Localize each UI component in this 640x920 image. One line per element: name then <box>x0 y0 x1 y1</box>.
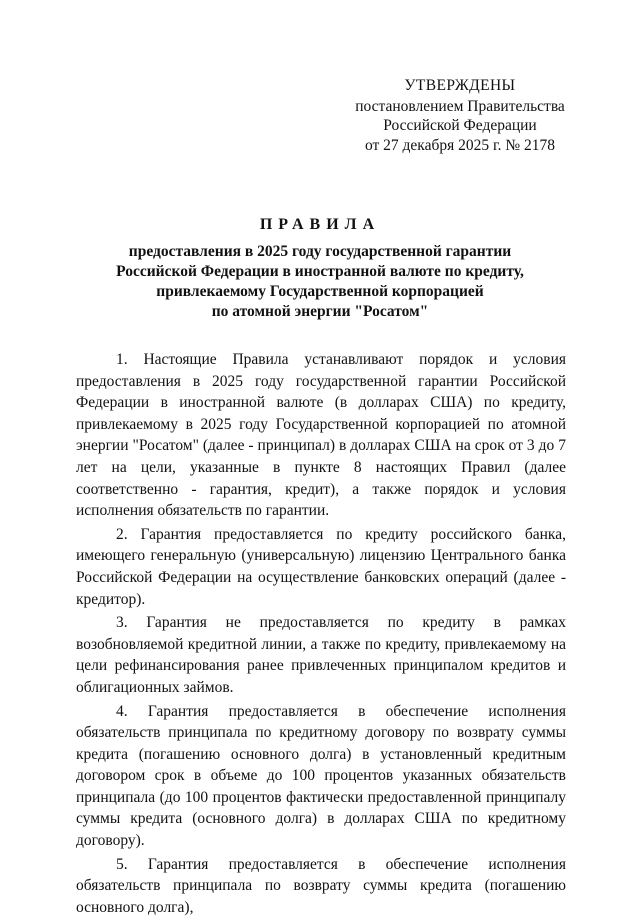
subtitle-line: Российской Федерации в иностранной валюте по кредиту, <box>116 263 524 280</box>
paragraph-4: 4. Гарантия предоставляется в обеспечение исполнения обязательств принципала по кредитному договору по возврату суммы кредита (погашению основного долга) в установленный кредитным договором срок в объеме до 100 процентов указанных обязательств принципала (до 100 процентов фактически предоставленной принципалу суммы кредита (основного долга) в долларах США по кредитному договору). <box>76 702 566 850</box>
approval-line: Российской Федерации <box>383 117 537 134</box>
paragraph-3: 3. Гарантия не предоставляется по кредиту в рамках возобновляемой кредитной линии, а также по кредиту, привлекаемому на цели рефинансирования ранее привлеченных принципалом кредитов и облигационных займов. <box>76 614 566 696</box>
approval-line: постановлением Правительства <box>355 97 565 115</box>
document-body <box>76 349 566 920</box>
document-subtitle <box>0 242 640 322</box>
approval-line: от 27 декабря 2025 г. № 2178 <box>364 136 556 154</box>
paragraph-2: 2. Гарантия предоставляется по кредиту российского банка, имеющего генеральную (универсальную) лицензию Центрального банка Российской Федерации на осуществление банковских операций (далее - кредитор). <box>76 525 566 608</box>
approval-stamp <box>330 76 590 155</box>
subtitle-line: привлекаемому Государственной корпорацией <box>156 283 484 300</box>
paragraph-1: 1. Настоящие Правила устанавливают порядок и условия предоставления в 2025 году государственной гарантии Российской Федерации в иностранной валюте (в долларах США) по кредиту, привлекаемому в 2025 году Государственной корпорацией по атомной энергии "Росатом" (далее - принципал) в долларах США на срок от 3 до 7 лет на цели, указанные в пункте 8 настоящих Правил (далее соответственно - гарантия, кредит), а также порядок и условия исполнения обязательств по гарантии. <box>76 351 566 520</box>
paragraph-5: 5. Гарантия предоставляется в обеспечение исполнения обязательств принципала по возврату суммы кредита (погашению основного долга), <box>76 855 566 916</box>
approval-heading: УТВЕРЖДЕНЫ <box>404 77 516 94</box>
subtitle-line: по атомной энергии "Росатом" <box>211 303 429 320</box>
document-title: ПРАВИЛА <box>259 216 381 233</box>
subtitle-line: предоставления в 2025 году государственной гарантии <box>128 243 512 260</box>
